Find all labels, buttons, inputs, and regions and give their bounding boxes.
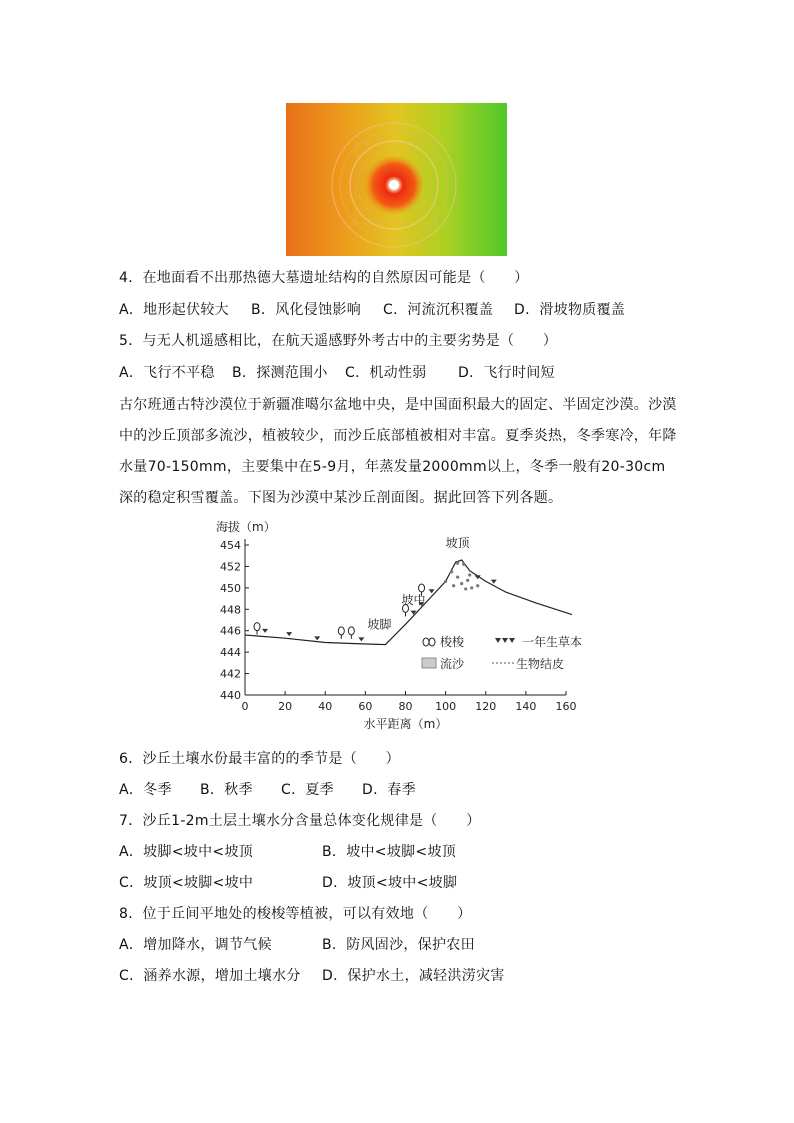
- x-tick-label: 100: [435, 700, 457, 713]
- quicksand-mark: [460, 582, 463, 585]
- question-8-options-row1: [119, 935, 475, 955]
- x-tick-label: 120: [475, 700, 497, 713]
- dune-profile-chart: [212, 518, 584, 740]
- quicksand-mark: [462, 563, 465, 566]
- annual-herb-mark: [262, 629, 268, 633]
- question-5-option-c[interactable]: C．机动性弱: [345, 365, 427, 381]
- question-4-stem: 4．在地面看不出那热德大墓遗址结构的自然原因可能是（ ）: [119, 270, 529, 286]
- question-7-stem: 7．沙丘1-2m土层土壤水分含量总体变化规律是（ ）: [119, 813, 481, 829]
- question-7-options-row2: [119, 873, 457, 893]
- question-7-option-d[interactable]: D．坡顶<坡中<坡脚: [322, 875, 458, 891]
- quicksand-mark: [476, 584, 479, 587]
- question-8-option-a[interactable]: A．增加降水，调节气候: [119, 937, 272, 953]
- question-6-option-a[interactable]: A．冬季: [119, 782, 172, 798]
- annual-herb-mark: [491, 580, 497, 584]
- question-8-option-c[interactable]: C．涵养水源，增加土壤水分: [119, 968, 301, 984]
- question-6-stem: 6．沙丘土壤水份最丰富的的季节是（ ）: [119, 751, 400, 767]
- quicksand-mark: [470, 586, 473, 589]
- question-6-option-b[interactable]: B．秋季: [200, 782, 253, 798]
- quicksand-mark: [444, 580, 447, 583]
- question-7-option-b[interactable]: B．坡中<坡脚<坡顶: [322, 844, 457, 860]
- question-8-option-b[interactable]: B．防风固沙，保护农田: [322, 937, 475, 953]
- question-8-option-d[interactable]: D．保护水土，减轻洪涝灾害: [322, 968, 505, 984]
- x-tick-label: 20: [278, 700, 293, 713]
- legend-saxaul-symbol: [423, 638, 429, 646]
- question-7-options-row1: [119, 842, 456, 862]
- question-7-option-a[interactable]: A．坡脚<坡中<坡顶: [119, 844, 254, 860]
- y-tick-label: 442: [220, 667, 241, 681]
- y-axis-title: 海拔（m）: [216, 520, 276, 534]
- question-5-option-b[interactable]: B．探测范围小: [232, 365, 328, 381]
- y-tick-label: 440: [220, 689, 241, 702]
- y-tick-label: 450: [220, 581, 241, 595]
- y-tick-label: 454: [220, 539, 241, 552]
- question-5-option-d[interactable]: D．飞行时间短: [458, 365, 555, 381]
- legend-label-herb: 一年生草本: [522, 635, 583, 649]
- legend-saxaul-symbol: [429, 638, 435, 646]
- saxaul-shrub-mark: [338, 627, 344, 635]
- quicksand-mark: [450, 570, 453, 573]
- profile-position-label: 坡顶: [445, 536, 470, 551]
- elevation-map-graphic: [286, 103, 507, 256]
- legend-label-saxaul: 梭梭: [440, 635, 465, 649]
- saxaul-shrub-mark: [254, 623, 260, 631]
- x-axis-title: 水平距离（m）: [363, 717, 448, 731]
- question-6-option-d[interactable]: D．春季: [362, 782, 416, 798]
- y-tick-label: 444: [220, 646, 241, 660]
- annual-herb-mark: [286, 632, 292, 636]
- quicksand-mark: [456, 576, 459, 579]
- question-5-options: [119, 363, 555, 383]
- question-8-stem: 8．位于丘间平地处的梭梭等植被，可以有效地（ ）: [119, 906, 472, 922]
- quicksand-mark: [464, 587, 467, 590]
- reading-passage: 古尔班通古特沙漠位于新疆准噶尔盆地中央，是中国面积最大的固定、半固定沙漠。沙漠中的沙丘顶部多流沙，植被较少，而沙丘底部植被相对丰富。夏季炎热，冬季寒冷，年降水量70-150mm，主要集中在5-9月，年蒸发量2000mm以上，冬季一般有20-30cm深的稳定积雪覆盖。下图为沙漠中某沙丘剖面图。据此回答下列各题。: [119, 397, 677, 506]
- x-tick-label: 40: [318, 700, 333, 713]
- x-tick-label: 0: [241, 700, 249, 713]
- elevation-map-image: [286, 103, 507, 256]
- question-8-options-row2: [119, 966, 505, 986]
- y-tick-label: 452: [220, 560, 241, 574]
- legend-label-crust: 生物结皮: [516, 657, 565, 671]
- question-6-option-c[interactable]: C．夏季: [281, 782, 334, 798]
- profile-position-label: 坡中: [401, 592, 426, 607]
- y-tick-label: 446: [220, 624, 241, 638]
- question-7-option-c[interactable]: C．坡顶<坡脚<坡中: [119, 875, 254, 891]
- x-tick-label: 160: [555, 700, 577, 713]
- question-6-options: [119, 780, 416, 800]
- question-5-option-a[interactable]: A．飞行不平稳: [119, 365, 215, 381]
- quicksand-mark: [466, 579, 469, 582]
- annual-herb-mark: [429, 589, 435, 593]
- quicksand-mark: [452, 584, 455, 587]
- y-tick-label: 448: [220, 603, 241, 617]
- saxaul-shrub-mark: [348, 627, 354, 635]
- legend-herb-symbol: [509, 638, 515, 643]
- annual-herb-mark: [314, 636, 320, 640]
- legend-label-sand: 流沙: [440, 657, 465, 671]
- legend-herb-symbol: [495, 638, 501, 643]
- question-4-option-d[interactable]: D．滑坡物质覆盖: [514, 302, 626, 318]
- legend-sand-symbol: [422, 658, 436, 668]
- quicksand-mark: [468, 573, 471, 576]
- dune-profile-svg: [212, 518, 584, 740]
- x-tick-label: 80: [398, 700, 413, 713]
- legend-herb-symbol: [502, 638, 508, 643]
- question-4-option-c[interactable]: C．河流沉积覆盖: [383, 302, 494, 318]
- profile-position-label: 坡脚: [367, 617, 392, 632]
- x-tick-label: 140: [515, 700, 537, 713]
- saxaul-shrub-mark: [419, 584, 425, 592]
- x-tick-label: 60: [358, 700, 373, 713]
- annual-herb-mark: [358, 637, 364, 641]
- question-4-option-b[interactable]: B．风化侵蚀影响: [251, 302, 362, 318]
- question-5-stem: 5．与无人机遥感相比，在航天遥感野外考古中的主要劣势是（ ）: [119, 333, 558, 349]
- question-4-options: [119, 300, 625, 320]
- quicksand-mark: [456, 562, 459, 565]
- question-4-option-a[interactable]: A．地形起伏较大: [119, 302, 229, 318]
